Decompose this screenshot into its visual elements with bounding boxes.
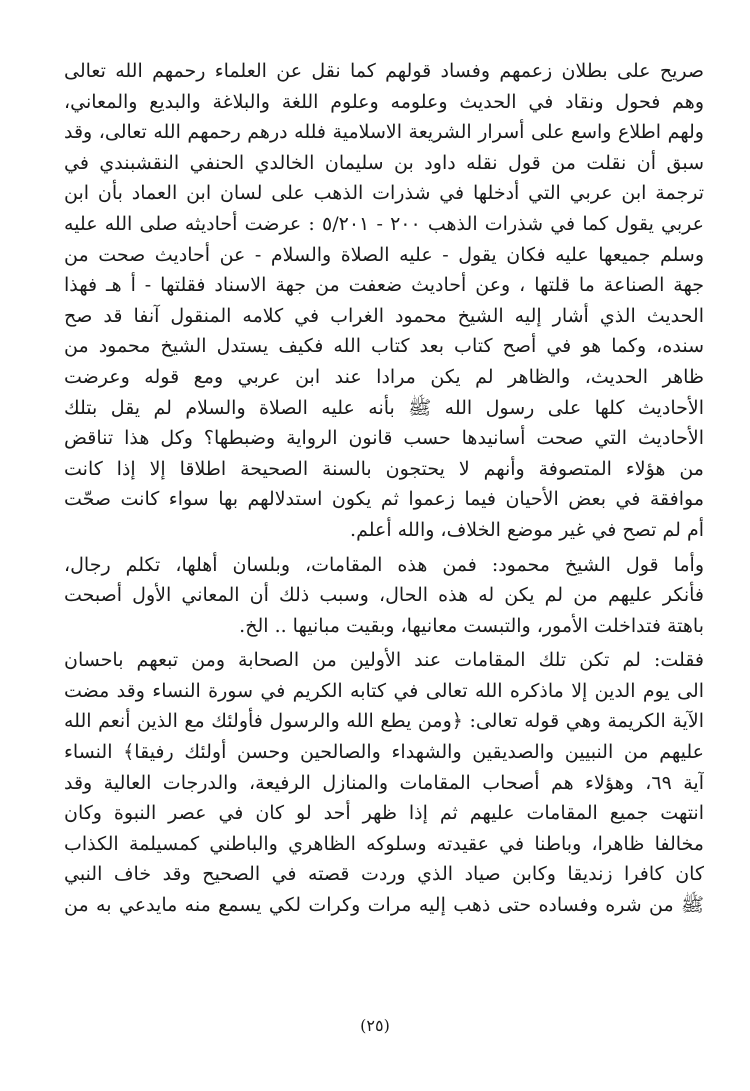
text-line: انتهت جميع المقامات عليهم ثم إذا ظهر أحد لو كان في عصر النبوة وكان	[64, 802, 704, 825]
text-line: وسلم جميعها عليه فكان يقول - عليه الصلاة والسلام - عن أحاديث صحت من	[64, 243, 704, 266]
text-line: جهة الصناعة ما قلتها ، وعن أحاديث ضعفت من جهة الاسناد فقلتها - أ هـ فهذا	[64, 274, 704, 297]
text-line: الآية الكريمة وهي قوله تعالى: ﴿ومن يطع الله والرسول فأولئك مع الذين أنعم الله	[64, 710, 704, 733]
text-line: فأنكر عليهم من لم يكن له هذه الحال، وسبب ذلك أن المعاني الأول أصبحت	[64, 584, 704, 607]
paragraph-2	[64, 550, 704, 642]
text-line: سنده، وكما هو في أصح كتاب بعد كتاب الله فكيف يستدل الشيخ محمود من	[64, 335, 704, 358]
paragraph-1	[64, 56, 704, 546]
text-line: مخالفا ظاهرا، وباطنا في عقيدته وسلوكه الظاهري والباطني كمسيلمة الكذاب	[64, 832, 704, 855]
text-line: عليهم من النبيين والصديقين والشهداء والصالحين وحسن أولئك رفيقا﴾ النساء	[64, 741, 704, 764]
text-line: صريح على بطلان زعمهم وفساد قولهم كما نقل عن العلماء رحمهم الله تعالى	[64, 60, 704, 82]
text-line: الى يوم الدين إلا ماذكره الله تعالى في كتابه الكريم في سورة النساء وقد مضت	[64, 679, 704, 702]
body-text	[64, 56, 704, 921]
text-line: أم لم تصح في غير موضع الخلاف، والله أعلم.	[350, 518, 704, 541]
text-line: باهتة فتداخلت الأمور، والتبست معانيها، وبقيت مبانيها .. الخ.	[239, 614, 704, 637]
paragraph-3	[64, 645, 704, 920]
text-line: الأحاديث التي صحت أسانيدها حسب قانون الرواية وضبطها؟ وكل هذا تناقض	[64, 427, 704, 450]
text-line: من هؤلاء المتصوفة وأنهم لا يحتجون بالسنة الصحيحة اطلاقا إلا إذا كانت	[64, 457, 704, 480]
text-line: وهم فحول ونقاد في الحديث وعلومه وعلوم اللغة والبلاغة والبديع والمعاني،	[64, 90, 704, 113]
text-line: سبق أن نقلت من قول نقله داود بن سليمان الخالدي الحنفي النقشبندي في	[64, 151, 704, 174]
text-line: الأحاديث كلها على رسول الله ﷺ بأنه عليه الصلاة والسلام لم يقل بتلك	[64, 396, 704, 419]
text-line: ظاهر الحديث، والظاهر لم يكن مرادا عند ابن عربي ومع قوله وعرضت	[64, 365, 704, 388]
text-line: ولهم اطلاع واسع على أسرار الشريعة الاسلامية فلله درهم رحمهم الله تعالى، وقد	[64, 121, 704, 144]
text-line: كان كافرا زنديقا وكابن صياد الذي وردت قصته في الصحيح وقد خاف النبي	[64, 863, 704, 886]
text-line: وأما قول الشيخ محمود: فمن هذه المقامات، وبلسان أهلها، تكلم رجال،	[64, 553, 704, 576]
text-line: موافقة في بعض الأحيان فيما زعموا ثم يكون استدلالهم بها سواء كانت صحّت	[64, 488, 704, 511]
text-line: آية ٦٩، وهؤلاء هم أصحاب المقامات والمنازل الرفيعة، والدرجات العالية وقد	[64, 771, 704, 794]
text-line: الحديث الذي أشار إليه الشيخ محمود الغراب في كلامه المنقول آنفا قد صح	[64, 304, 704, 327]
text-line: فقلت: لم تكن تلك المقامات عند الأولين من الصحابة ومن تبعهم باحسان	[64, 649, 704, 672]
text-line: ﷺ من شره وفساده حتى ذهب إليه مرات وكرات لكي يسمع منه مايدعي به من	[64, 894, 704, 917]
page-number: (٢٥)	[360, 1016, 390, 1035]
text-line: عربي يقول كما في شذرات الذهب ٢٠٠ - ٥/٢٠١ : عرضت أحاديثه صلى الله عليه	[64, 212, 704, 235]
text-line: ترجمة ابن عربي التي أدخلها في شذرات الذهب على لسان ابن العماد بأن ابن	[64, 182, 704, 205]
